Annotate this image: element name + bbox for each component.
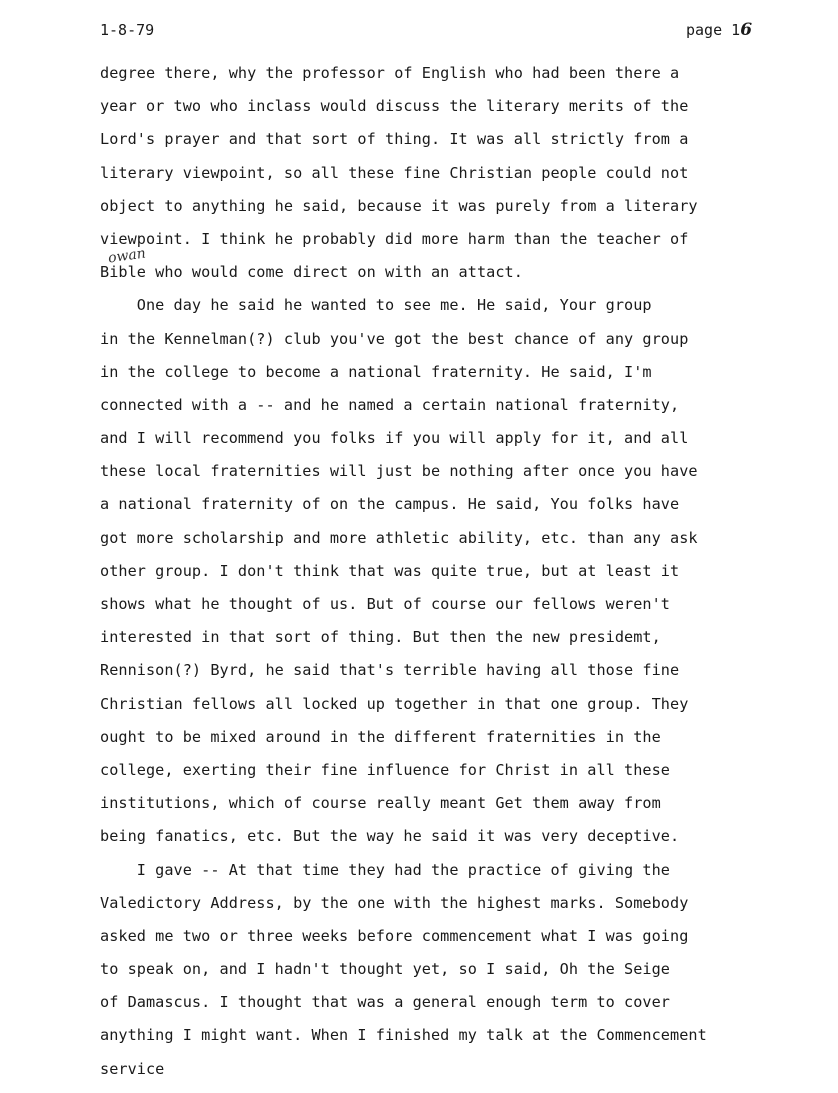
page-number: [686, 20, 752, 40]
text-line: Christian fellows all locked up together in that one group. They: [100, 694, 689, 713]
text-line: being fanatics, etc. But the way he said it was very deceptive.: [100, 827, 680, 846]
text-line: shows what he thought of us. But of course our fellows weren't: [100, 595, 671, 613]
text-line: of Damascus. I thought that was a general enough term to cover: [100, 993, 671, 1012]
text-line: got more scholarship and more athletic ability, etc. than any ask: [100, 528, 698, 547]
text-line: to speak on, and I hadn't thought yet, so I said, Oh the Seige: [100, 960, 671, 979]
text-line: year or two who inclass would discuss the literary merits of the: [100, 97, 689, 116]
text-line: Lord's prayer and that sort of thing. It was all strictly from a: [100, 130, 689, 149]
handwritten-correction: owan: [107, 245, 147, 267]
text-line: One day he said he wanted to see me. He said, Your group: [100, 296, 652, 315]
page-date: 1-8-79: [100, 21, 155, 39]
text-line: these local fraternities will just be nothing after once you have: [100, 462, 698, 481]
page-number-prefix: page 1: [686, 21, 741, 39]
text-line: ought to be mixed around in the different fraternities in the: [100, 727, 661, 746]
text-line: asked me two or three weeks before commencement what I was going: [100, 926, 689, 945]
text-line: and I will recommend you folks if you will apply for it, and all: [100, 429, 689, 448]
text-line: I gave -- At that time they had the practice of giving the: [100, 860, 671, 879]
text-line: interested in that sort of thing. But then the new presidemt,: [100, 628, 661, 647]
body-text: [100, 60, 800, 1089]
text-line: literary viewpoint, so all these fine Christian people could not: [100, 163, 689, 182]
text-line: Valedictory Address, by the one with the highest marks. Somebody: [100, 893, 689, 912]
text-line: viewpoint. I think he probably did more harm than the teacher of: [100, 229, 689, 248]
text-line: a national fraternity of on the campus. He said, You folks have: [100, 495, 680, 514]
text-line: institutions, which of course really meant Get them away from: [100, 794, 661, 813]
page-number-handwritten-digit: 6: [740, 20, 753, 40]
text-line: in the Kennelman(?) club you've got the best chance of any group: [100, 329, 689, 348]
text-line: service: [100, 1059, 165, 1078]
text-line: degree there, why the professor of English who had been there a: [100, 64, 680, 82]
text-line: object to anything he said, because it was purely from a literary: [100, 196, 698, 215]
text-line: in the college to become a national fraternity. He said, I'm: [100, 362, 652, 381]
text-line: college, exerting their fine influence for Christ in all these: [100, 760, 671, 779]
text-line: Rennison(?) Byrd, he said that's terrible having all those fine: [100, 661, 680, 680]
text-line: connected with a -- and he named a certain national fraternity,: [100, 395, 680, 414]
text-line: Bible who would come direct on with an attact.: [100, 263, 523, 282]
text-line: other group. I don't think that was quite true, but at least it: [100, 561, 680, 580]
text-line: anything I might want. When I finished my talk at the Commencement: [100, 1026, 707, 1045]
